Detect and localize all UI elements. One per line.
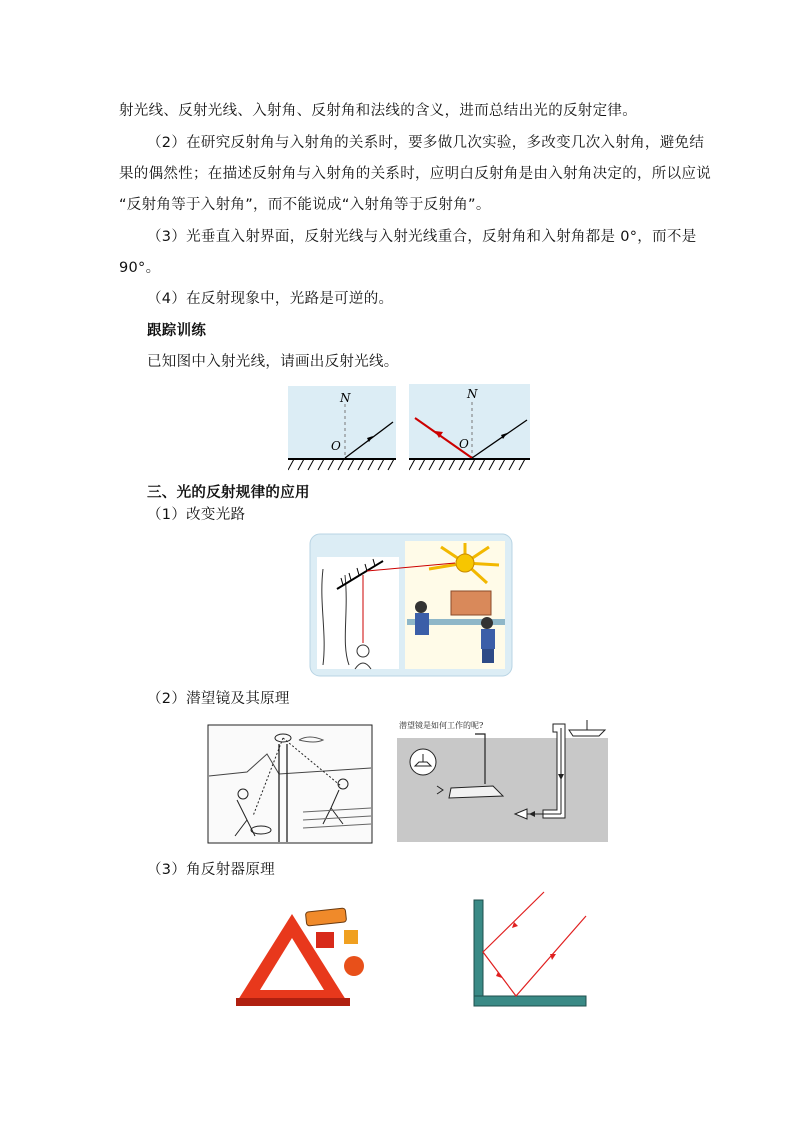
- paragraph-2-line-3: “反射角等于入射角”，而不能说成“入射角等于反射角”。: [119, 197, 491, 213]
- amber-reflector-square: [344, 930, 358, 944]
- periscope-diagram-figure: [397, 714, 608, 842]
- label-n: N: [467, 387, 478, 401]
- corner-reflector-photo: [234, 906, 374, 1006]
- label-o: O: [459, 437, 469, 451]
- periscope-caption: 潜望镜是如何工作的呢?: [399, 721, 484, 730]
- vertical-mirror: [474, 900, 483, 1006]
- paragraph-3-line-2: 90°。: [119, 260, 161, 276]
- building: [451, 591, 491, 615]
- label-o: O: [331, 439, 341, 453]
- child-2-legs: [482, 649, 494, 663]
- warning-triangle-base: [236, 998, 350, 1006]
- orange-reflector-bar: [305, 908, 346, 926]
- red-reflector-square: [316, 932, 334, 948]
- reflection-figure-answer: [409, 384, 530, 472]
- mirror-hatching: [409, 459, 525, 470]
- subsection-change-light-path: （1）改变光路: [147, 507, 246, 523]
- corner-reflector-diagram: [460, 888, 590, 1008]
- tracking-heading: 跟踪训练: [147, 323, 207, 339]
- child-2-body: [481, 629, 495, 649]
- paragraph-4: （4）在反射现象中，光路是可逆的。: [147, 291, 394, 307]
- tracking-question: 已知图中入射光线，请画出反射光线。: [147, 354, 399, 370]
- child-1-head: [415, 601, 427, 613]
- horizontal-mirror: [474, 996, 586, 1006]
- section-3-heading: 三、光的反射规律的应用: [147, 485, 310, 501]
- ship-icon: [569, 730, 605, 736]
- label-n: N: [340, 391, 351, 405]
- sun-icon: [456, 554, 474, 572]
- periscope-sketch-figure: [207, 724, 373, 844]
- person-head: [357, 645, 369, 657]
- subsection-corner-reflector: （3）角反射器原理: [147, 862, 275, 878]
- paragraph-2-line-2: 果的偶然性；在描述反射角与入射角的关系时，应明白反射角是由入射角决定的，所以应说: [119, 166, 711, 182]
- subsection-periscope: （2）潜望镜及其原理: [147, 691, 290, 707]
- change-light-path-figure: [309, 533, 513, 677]
- reflection-figure-question: [288, 386, 396, 472]
- paragraph-3-line-1: （3）光垂直入射界面，反射光线与入射光线重合，反射角和入射角都是 0°，而不是: [147, 229, 697, 245]
- paragraph-1: 射光线、反射光线、入射角、反射角和法线的含义，进而总结出光的反射定律。: [119, 103, 637, 119]
- child-2-head: [481, 617, 493, 629]
- submarine-hull: [449, 786, 503, 798]
- mirror-hatching: [288, 459, 394, 470]
- round-reflector: [344, 956, 364, 976]
- child-1-body: [415, 613, 429, 635]
- paragraph-2-line-1: （2）在研究反射角与入射角的关系时，要多做几次实验，多改变几次入射角，避免结: [147, 135, 705, 151]
